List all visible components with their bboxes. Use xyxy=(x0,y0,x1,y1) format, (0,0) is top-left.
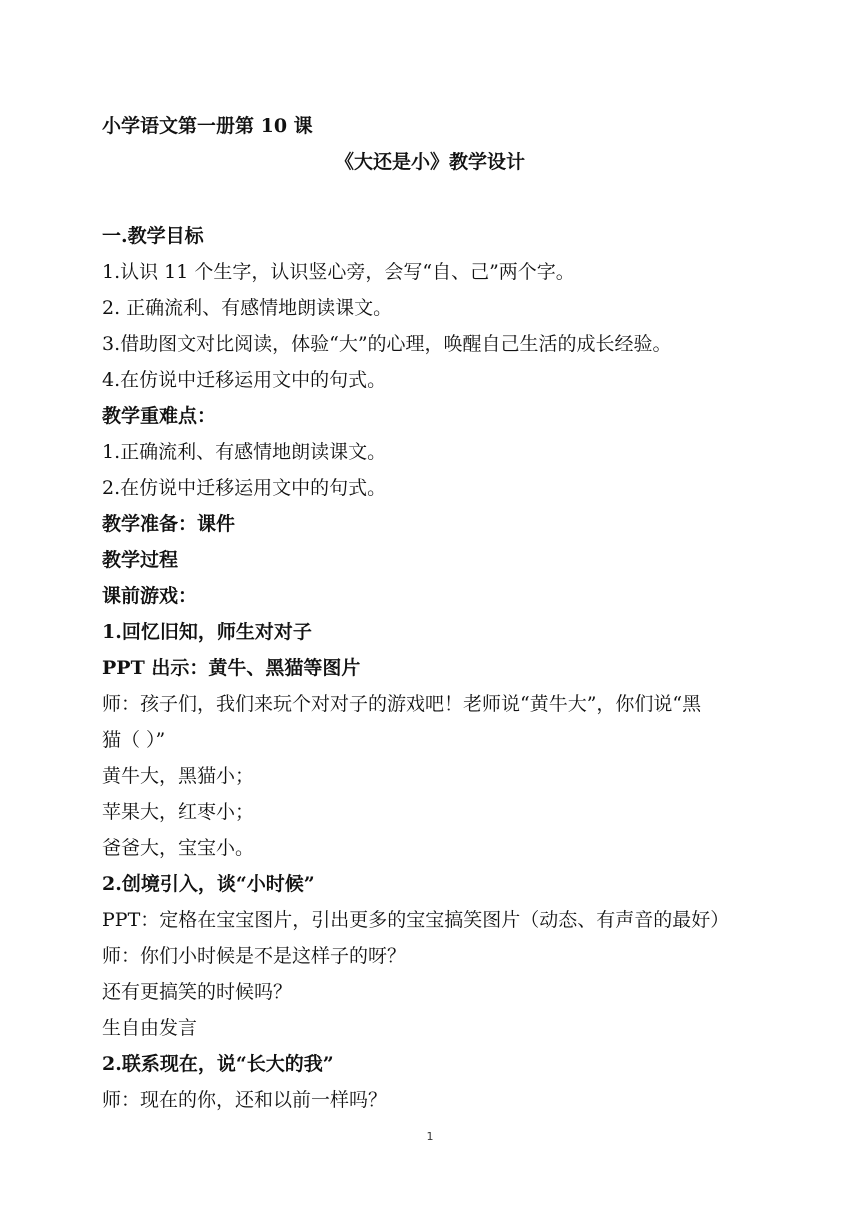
pair-line: 黄牛大，黑猫小； xyxy=(102,765,255,787)
key-points-heading: 教学重难点： xyxy=(102,405,217,427)
step1-teacher-line-cont: 猫（ ）” xyxy=(102,729,166,751)
goal-item: 4.在仿说中迁移运用文中的句式。 xyxy=(102,369,387,391)
step3-heading: 2.联系现在，说“长大的我” xyxy=(102,1053,334,1075)
goals-heading: 一.教学目标 xyxy=(102,225,204,247)
preparation-line: 教学准备：课件 xyxy=(102,513,236,535)
step2-ppt: PPT：定格在宝宝图片，引出更多的宝宝搞笑图片（动态、有声音的最好） xyxy=(102,909,730,931)
document-title: 《大还是小》教学设计 xyxy=(334,151,525,173)
goal-item: 2. 正确流利、有感情地朗读课文。 xyxy=(102,297,393,319)
step3-teacher: 师：现在的你，还和以前一样吗？ xyxy=(102,1089,388,1111)
pair-line: 爸爸大，宝宝小。 xyxy=(102,837,255,859)
step1-heading: 1.回忆旧知，师生对对子 xyxy=(102,621,312,643)
step2-students: 生自由发言 xyxy=(102,1017,198,1039)
step1-ppt: PPT 出示：黄牛、黑猫等图片 xyxy=(102,657,361,679)
step2-teacher: 师：你们小时候是不是这样子的呀？ xyxy=(102,945,407,967)
step2-heading: 2.创境引入，谈“小时候” xyxy=(102,873,315,895)
key-point-item: 1.正确流利、有感情地朗读课文。 xyxy=(102,441,387,463)
goal-item: 3.借助图文对比阅读，体验“大”的心理，唤醒自己生活的成长经验。 xyxy=(102,333,672,355)
step2-more: 还有更搞笑的时候吗？ xyxy=(102,981,293,1003)
pair-line: 苹果大，红枣小； xyxy=(102,801,255,823)
step1-teacher-line: 师：孩子们，我们来玩个对对子的游戏吧！老师说“黄牛大”，你们说“黑 xyxy=(102,693,702,715)
course-label: 小学语文第一册第 10 课 xyxy=(102,115,313,137)
key-point-item: 2.在仿说中迁移运用文中的句式。 xyxy=(102,477,387,499)
pre-game-heading: 课前游戏： xyxy=(102,585,198,607)
process-heading: 教学过程 xyxy=(102,549,179,571)
page-number: 1 xyxy=(426,1130,434,1143)
goal-item: 1.认识 11 个生字，认识竖心旁，会写“自、己”两个字。 xyxy=(102,261,575,283)
